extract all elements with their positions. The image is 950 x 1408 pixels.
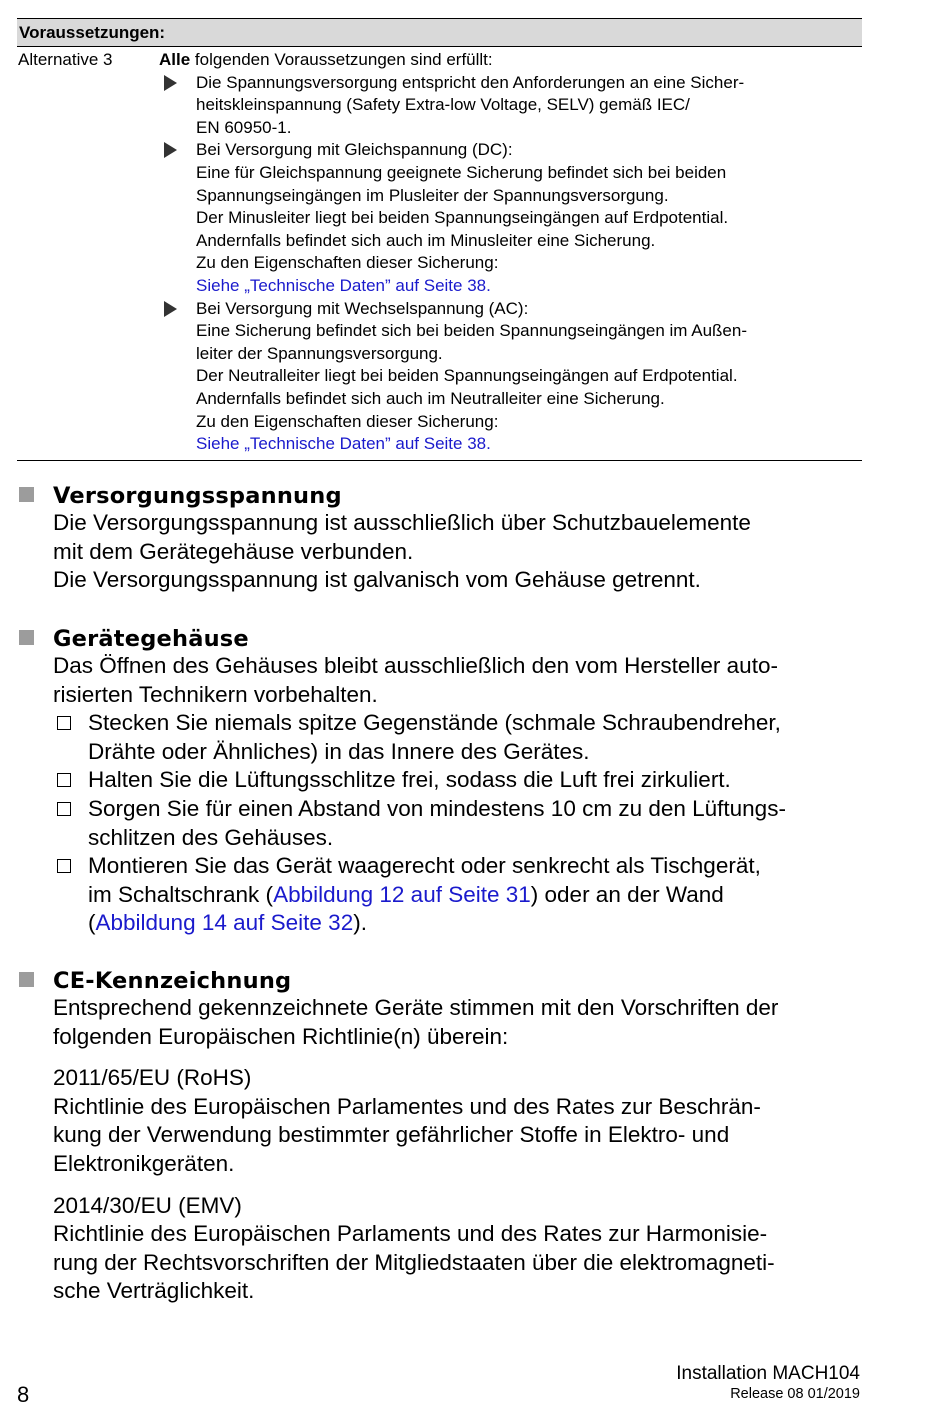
body-line: folgenden Europäischen Richtlinie(n) überein: (53, 1023, 509, 1049)
prerequisite-item (159, 298, 747, 456)
prerequisite-line: Eine Sicherung befindet sich bei beiden Spannungseingängen im Außen- (196, 321, 748, 341)
checklist-line: schlitzen des Gehäuses. (88, 824, 334, 850)
prerequisites-header: Voraussetzungen: (17, 18, 862, 47)
body-line: Das Öffnen des Gehäuses bleibt ausschließlich den vom Hersteller auto- (53, 653, 778, 678)
checklist-line: Drähte oder Ähnliches) in das Innere des Gerätes. (88, 738, 590, 764)
prerequisite-line: heitskleinspannung (Safety Extra-low Voltage, SELV) gemäß IEC/ (196, 95, 690, 115)
prerequisite-item (159, 72, 747, 140)
checkbox-square-icon (57, 802, 71, 816)
directive-line: rung der Rechtsvorschriften der Mitgliedstaaten über die elektromagneti- (53, 1249, 775, 1275)
checklist (53, 709, 867, 938)
section-geraetegehaeuse (17, 626, 867, 938)
prerequisite-line: Andernfalls befindet sich auch im Neutralleiter eine Sicherung. (196, 388, 665, 408)
text-fragment: ( (88, 910, 96, 936)
prerequisite-line: Andernfalls befindet sich auch im Minusleiter eine Sicherung. (196, 230, 656, 250)
square-bullet-icon (19, 487, 34, 502)
section-title: Versorgungsspannung (53, 483, 342, 509)
checklist-line: Sorgen Sie für einen Abstand von mindestens 10 cm zu den Lüftungs- (88, 795, 786, 821)
prerequisite-line: Spannungseingängen im Plusleiter der Spannungsversorgung. (196, 185, 669, 205)
body-line: Die Versorgungsspannung ist galvanisch vom Gehäuse getrennt. (53, 567, 701, 593)
alternative-label: Alternative 3 (18, 50, 113, 69)
prerequisites-intro (159, 49, 493, 72)
body-line: mit dem Gerätegehäuse verbunden. (53, 538, 414, 564)
technical-data-link[interactable]: Siehe „Technische Daten” auf Seite 38. (196, 275, 491, 295)
section-body (53, 994, 867, 1306)
prerequisite-line: EN 60950-1. (196, 117, 292, 137)
checklist-line (88, 881, 867, 910)
section-body (53, 652, 867, 709)
prerequisite-line: Zu den Eigenschaften dieser Sicherung: (196, 411, 499, 431)
intro-bold: Alle (159, 50, 191, 69)
prerequisites-body (17, 47, 862, 461)
checklist-item (53, 766, 867, 795)
prerequisite-item (159, 139, 747, 297)
footer-title: Installation MACH104 (676, 1363, 860, 1384)
text-fragment: ). (353, 910, 367, 936)
prerequisite-line: Bei Versorgung mit Gleichspannung (DC): (196, 140, 513, 160)
text-fragment: im Schaltschrank ( (88, 881, 274, 907)
checklist-line: Montieren Sie das Gerät waagerecht oder senkrecht als Tischgerät, (88, 853, 761, 879)
prerequisite-line: Bei Versorgung mit Wechselspannung (AC): (196, 298, 529, 318)
triangle-arrow-icon (164, 301, 177, 317)
directive-code: 2011/65/EU (RoHS) (53, 1065, 252, 1091)
intro-text: folgenden Voraussetzungen sind erfüllt: (190, 50, 493, 69)
directive-line: Elektronikgeräten. (53, 1150, 235, 1176)
checklist-line: Halten Sie die Lüftungsschlitze frei, sodass die Luft frei zirkuliert. (88, 767, 731, 793)
prerequisite-line: Zu den Eigenschaften dieser Sicherung: (196, 253, 499, 273)
prerequisite-line: Die Spannungsversorgung entspricht den Anforderungen an eine Sicher- (196, 72, 745, 92)
prerequisite-line: leiter der Spannungsversorgung. (196, 343, 443, 363)
figure-14-link[interactable]: Abbildung 14 auf Seite 32 (95, 910, 354, 936)
section-title: Gerätegehäuse (53, 626, 249, 652)
checkbox-square-icon (57, 773, 71, 787)
section-versorgungsspannung (17, 483, 867, 595)
text-fragment: ) oder an der Wand (530, 881, 724, 907)
square-bullet-icon (19, 972, 34, 987)
section-title: CE-Kennzeichnung (53, 968, 292, 994)
prerequisites-list (159, 72, 747, 456)
body-line: risierten Technikern vorbehalten. (53, 681, 378, 707)
checklist-line: Stecken Sie niemals spitze Gegenstände (schmale Schraubendreher, (88, 710, 781, 736)
figure-12-link[interactable]: Abbildung 12 auf Seite 31 (273, 881, 531, 907)
directive-line: Richtlinie des Europäischen Parlamentes und des Rates zur Beschrän- (53, 1093, 761, 1119)
triangle-arrow-icon (164, 142, 177, 158)
directive-line: Richtlinie des Europäischen Parlaments und des Rates zur Harmonisie- (53, 1221, 768, 1247)
checkbox-square-icon (57, 716, 71, 730)
prerequisite-line: Der Minusleiter liegt bei beiden Spannungseingängen auf Erdpotential. (196, 208, 729, 228)
directive-line: sche Verträglichkeit. (53, 1278, 255, 1304)
directive-line: kung der Verwendung bestimmter gefährlicher Stoffe in Elektro- und (53, 1122, 730, 1148)
triangle-arrow-icon (164, 75, 177, 91)
prerequisite-line: Der Neutralleiter liegt bei beiden Spannungseingängen auf Erdpotential. (196, 366, 738, 386)
checklist-line (88, 909, 867, 938)
page-number: 8 (17, 1382, 30, 1407)
body-line: Entsprechend gekennzeichnete Geräte stimmen mit den Vorschriften der (53, 995, 779, 1020)
prerequisites-table (17, 18, 862, 461)
prerequisite-line: Eine für Gleichspannung geeignete Sicherung befindet sich bei beiden (196, 162, 727, 182)
checklist-item (53, 852, 867, 938)
square-bullet-icon (19, 630, 34, 645)
directive-code: 2014/30/EU (EMV) (53, 1192, 242, 1218)
checklist-item (53, 709, 867, 766)
body-line: Die Versorgungsspannung ist ausschließlich über Schutzbauelemente (53, 510, 751, 535)
footer-release: Release 08 01/2019 (730, 1386, 860, 1402)
checklist-item (53, 795, 867, 852)
checkbox-square-icon (57, 859, 71, 873)
technical-data-link[interactable]: Siehe „Technische Daten” auf Seite 38. (196, 434, 491, 454)
section-body (53, 509, 867, 595)
section-ce-kennzeichnung (17, 968, 867, 1306)
